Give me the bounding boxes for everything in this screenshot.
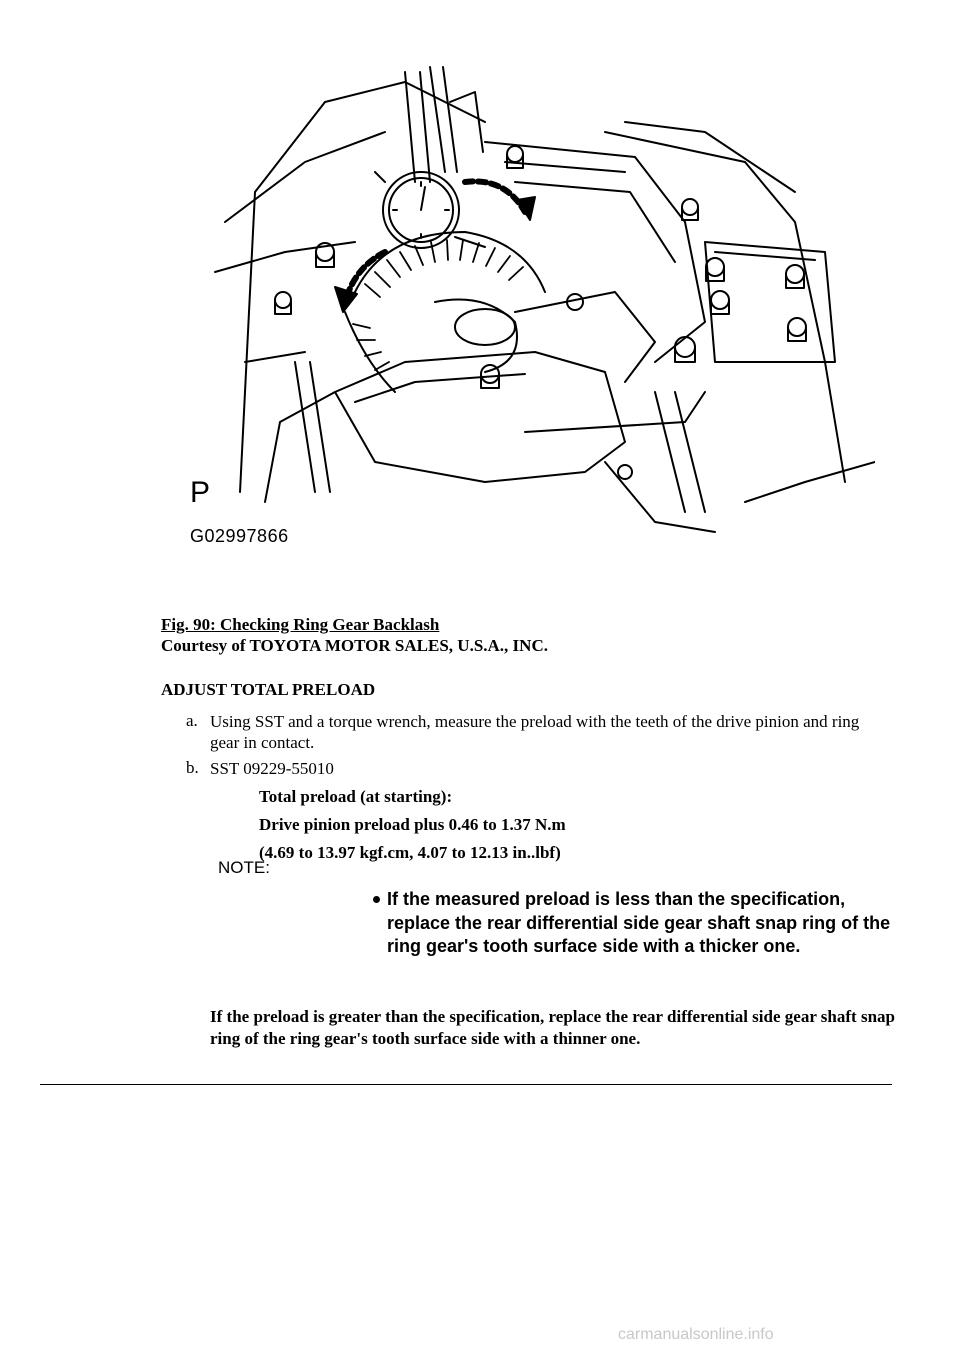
spec-line-3: (4.69 to 13.97 kgf.cm, 4.07 to 12.13 in..lbf) — [259, 843, 561, 862]
watermark: carmanualsonline.info — [618, 1326, 774, 1343]
figure-illustration — [185, 62, 875, 552]
spec-line-2: Drive pinion preload plus 0.46 to 1.37 N.m — [259, 815, 566, 834]
figure-caption-link[interactable]: Fig. 90: Checking Ring Gear Backlash — [161, 615, 440, 634]
step-b-text: SST 09229-55010 — [210, 759, 334, 778]
step-b-marker: b. — [186, 758, 199, 777]
horizontal-divider — [40, 1084, 892, 1085]
figure-code: G02997866 — [190, 526, 289, 546]
after-note-text: If the preload is greater than the specification, replace the rear differential side gear shaft snap ring of the ring gear's tooth surface side with a thinner one. — [210, 1007, 895, 1048]
step-a-text: Using SST and a torque wrench, measure the preload with the teeth of the drive pinion and ring gear in contact. — [210, 712, 860, 752]
note-label: NOTE: — [218, 858, 270, 877]
figure-letter: P — [190, 476, 211, 509]
section-heading: ADJUST TOTAL PRELOAD — [161, 680, 376, 699]
spec-line-1: Total preload (at starting): — [259, 787, 453, 806]
step-a-marker: a. — [186, 711, 198, 730]
bullet-dot-icon — [373, 896, 380, 903]
figure-credit: Courtesy of TOYOTA MOTOR SALES, U.S.A., INC. — [161, 636, 548, 655]
note-text: If the measured preload is less than the specification, replace the rear differential side gear shaft snap ring of the ring gear's tooth surface side with a thicker one. — [387, 889, 891, 956]
